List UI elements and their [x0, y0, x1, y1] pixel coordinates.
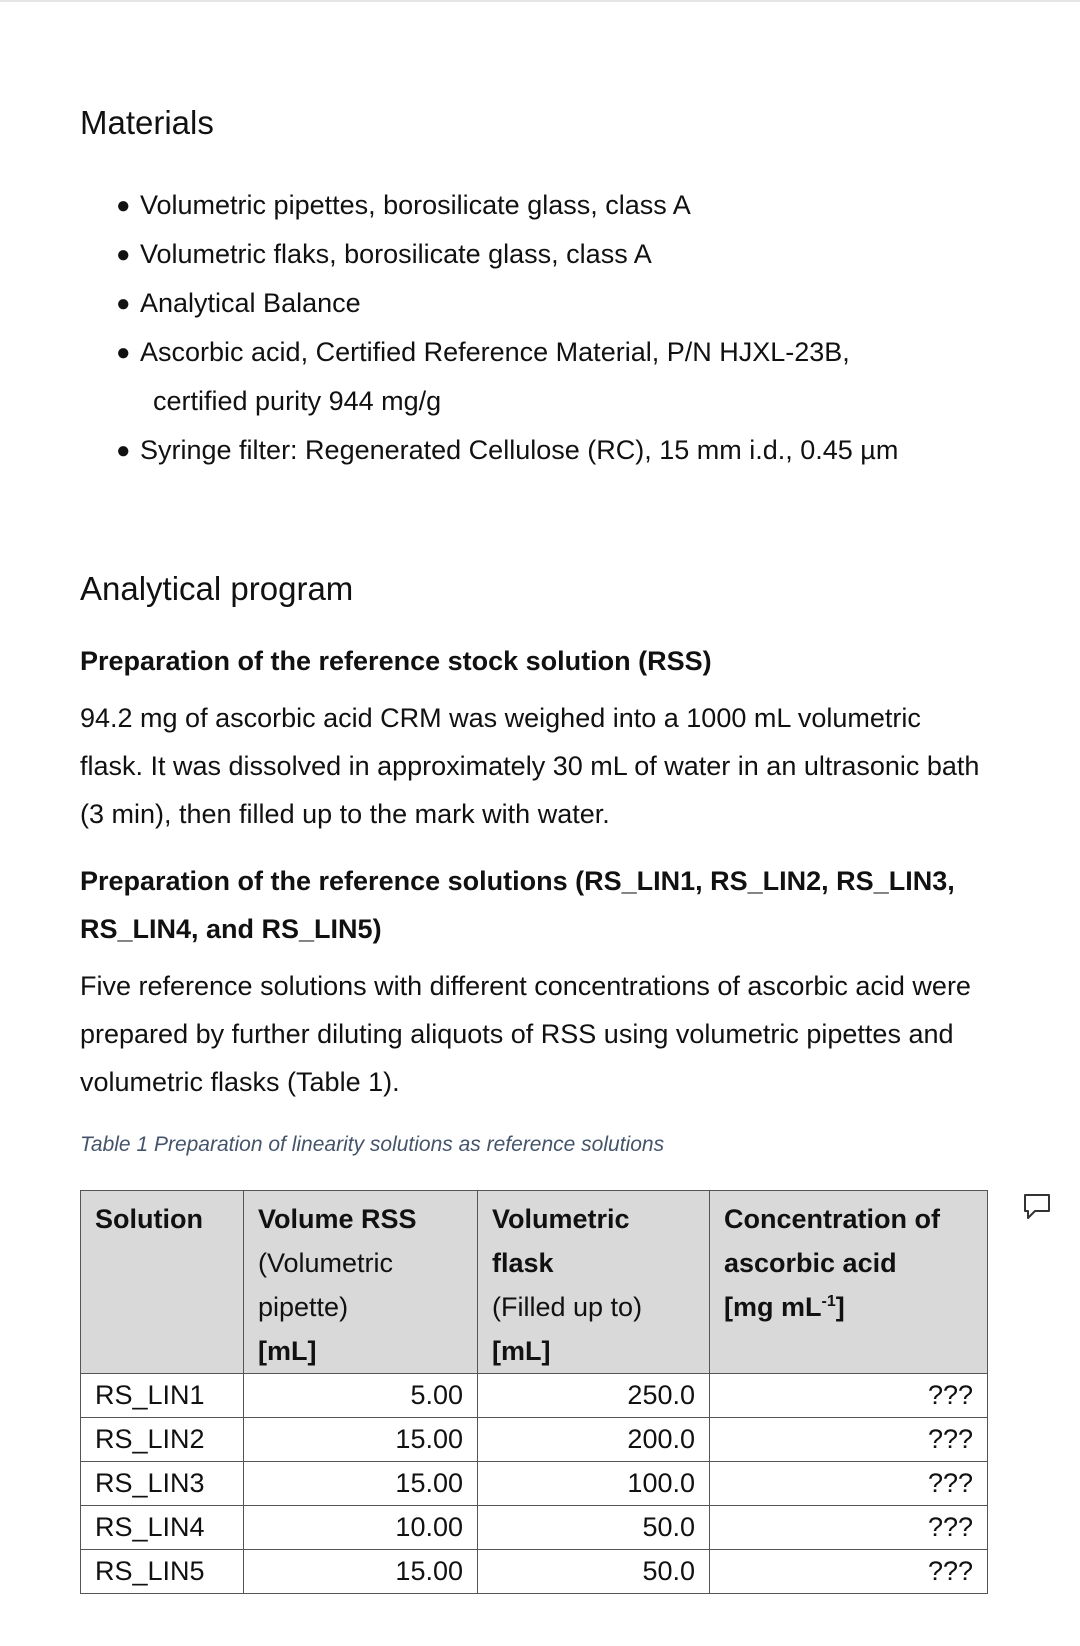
cell-solution: RS_LIN2: [81, 1418, 244, 1462]
cell-volume: 15.00: [244, 1550, 478, 1594]
table-header-row: [81, 1191, 988, 1374]
bullet-icon: ●: [116, 290, 131, 317]
cell-solution: RS_LIN4: [81, 1506, 244, 1550]
cell-concentration: ???: [710, 1462, 988, 1506]
table-row: [81, 1506, 988, 1550]
list-item: ● Analytical Balance: [116, 279, 996, 328]
cell-flask: 50.0: [478, 1506, 710, 1550]
list-item: ● Volumetric flaks, borosilicate glass, class A: [116, 230, 996, 279]
cell-flask: 200.0: [478, 1418, 710, 1462]
header-volume-rss: Volume RSS (Volumetric pipette) [mL]: [244, 1191, 478, 1374]
header-solution: Solution: [81, 1191, 244, 1374]
page-top-border: [0, 0, 1080, 2]
bullet-icon: ●: [116, 192, 131, 219]
cell-solution: RS_LIN5: [81, 1550, 244, 1594]
preparation-table: [80, 1190, 988, 1594]
header-volumetric-flask: Volumetric flask (Filled up to) [mL]: [478, 1191, 710, 1374]
cell-volume: 5.00: [244, 1374, 478, 1418]
bullet-icon: ●: [116, 241, 131, 268]
bullet-icon: ●: [116, 437, 131, 464]
cell-volume: 15.00: [244, 1418, 478, 1462]
table-caption: Table 1 Preparation of linearity solutions as reference solutions: [80, 1133, 665, 1156]
rss-heading: Preparation of the reference stock solution (RSS): [80, 646, 712, 676]
cell-concentration: ???: [710, 1418, 988, 1462]
cell-concentration: ???: [710, 1506, 988, 1550]
list-item: ● Syringe filter: Regenerated Cellulose (RC), 15 mm i.d., 0.45 µm: [116, 426, 996, 475]
rs-paragraph: Five reference solutions with different concentrations of ascorbic acid were prepared by further diluting aliquots of RSS using volumetric pipettes and volumetric flasks (Table 1).: [80, 971, 971, 1097]
cell-solution: RS_LIN1: [81, 1374, 244, 1418]
list-item: ● Volumetric pipettes, borosilicate glass, class A: [116, 181, 996, 230]
comment-icon[interactable]: [1022, 1191, 1052, 1223]
materials-list: [116, 181, 996, 475]
cell-solution: RS_LIN3: [81, 1462, 244, 1506]
analytical-program-heading: Analytical program: [80, 570, 354, 607]
cell-flask: 250.0: [478, 1374, 710, 1418]
rs-heading: Preparation of the reference solutions (RS_LIN1, RS_LIN2, RS_LIN3, RS_LIN4, and RS_LIN5): [80, 866, 955, 944]
bullet-icon: ●: [116, 339, 131, 366]
cell-flask: 100.0: [478, 1462, 710, 1506]
table-row: [81, 1462, 988, 1506]
list-item: ● Ascorbic acid, Certified Reference Material, P/N HJXL-23B, certified purity 944 mg/g: [116, 328, 996, 426]
cell-concentration: ???: [710, 1374, 988, 1418]
materials-heading: Materials: [80, 104, 214, 141]
cell-volume: 15.00: [244, 1462, 478, 1506]
header-concentration: Concentration of ascorbic acid [mg $mL^{-1}$]: [710, 1191, 988, 1374]
table-row: [81, 1550, 988, 1594]
cell-concentration: ???: [710, 1550, 988, 1594]
table-row: [81, 1418, 988, 1462]
cell-volume: 10.00: [244, 1506, 478, 1550]
table-row: [81, 1374, 988, 1418]
cell-flask: 50.0: [478, 1550, 710, 1594]
rss-paragraph: 94.2 mg of ascorbic acid CRM was weighed into a 1000 mL volumetric flask. It was dissolved in approximately 30 mL of water in an ultrasonic bath (3 min), then filled up to the mark with water.: [80, 703, 980, 829]
